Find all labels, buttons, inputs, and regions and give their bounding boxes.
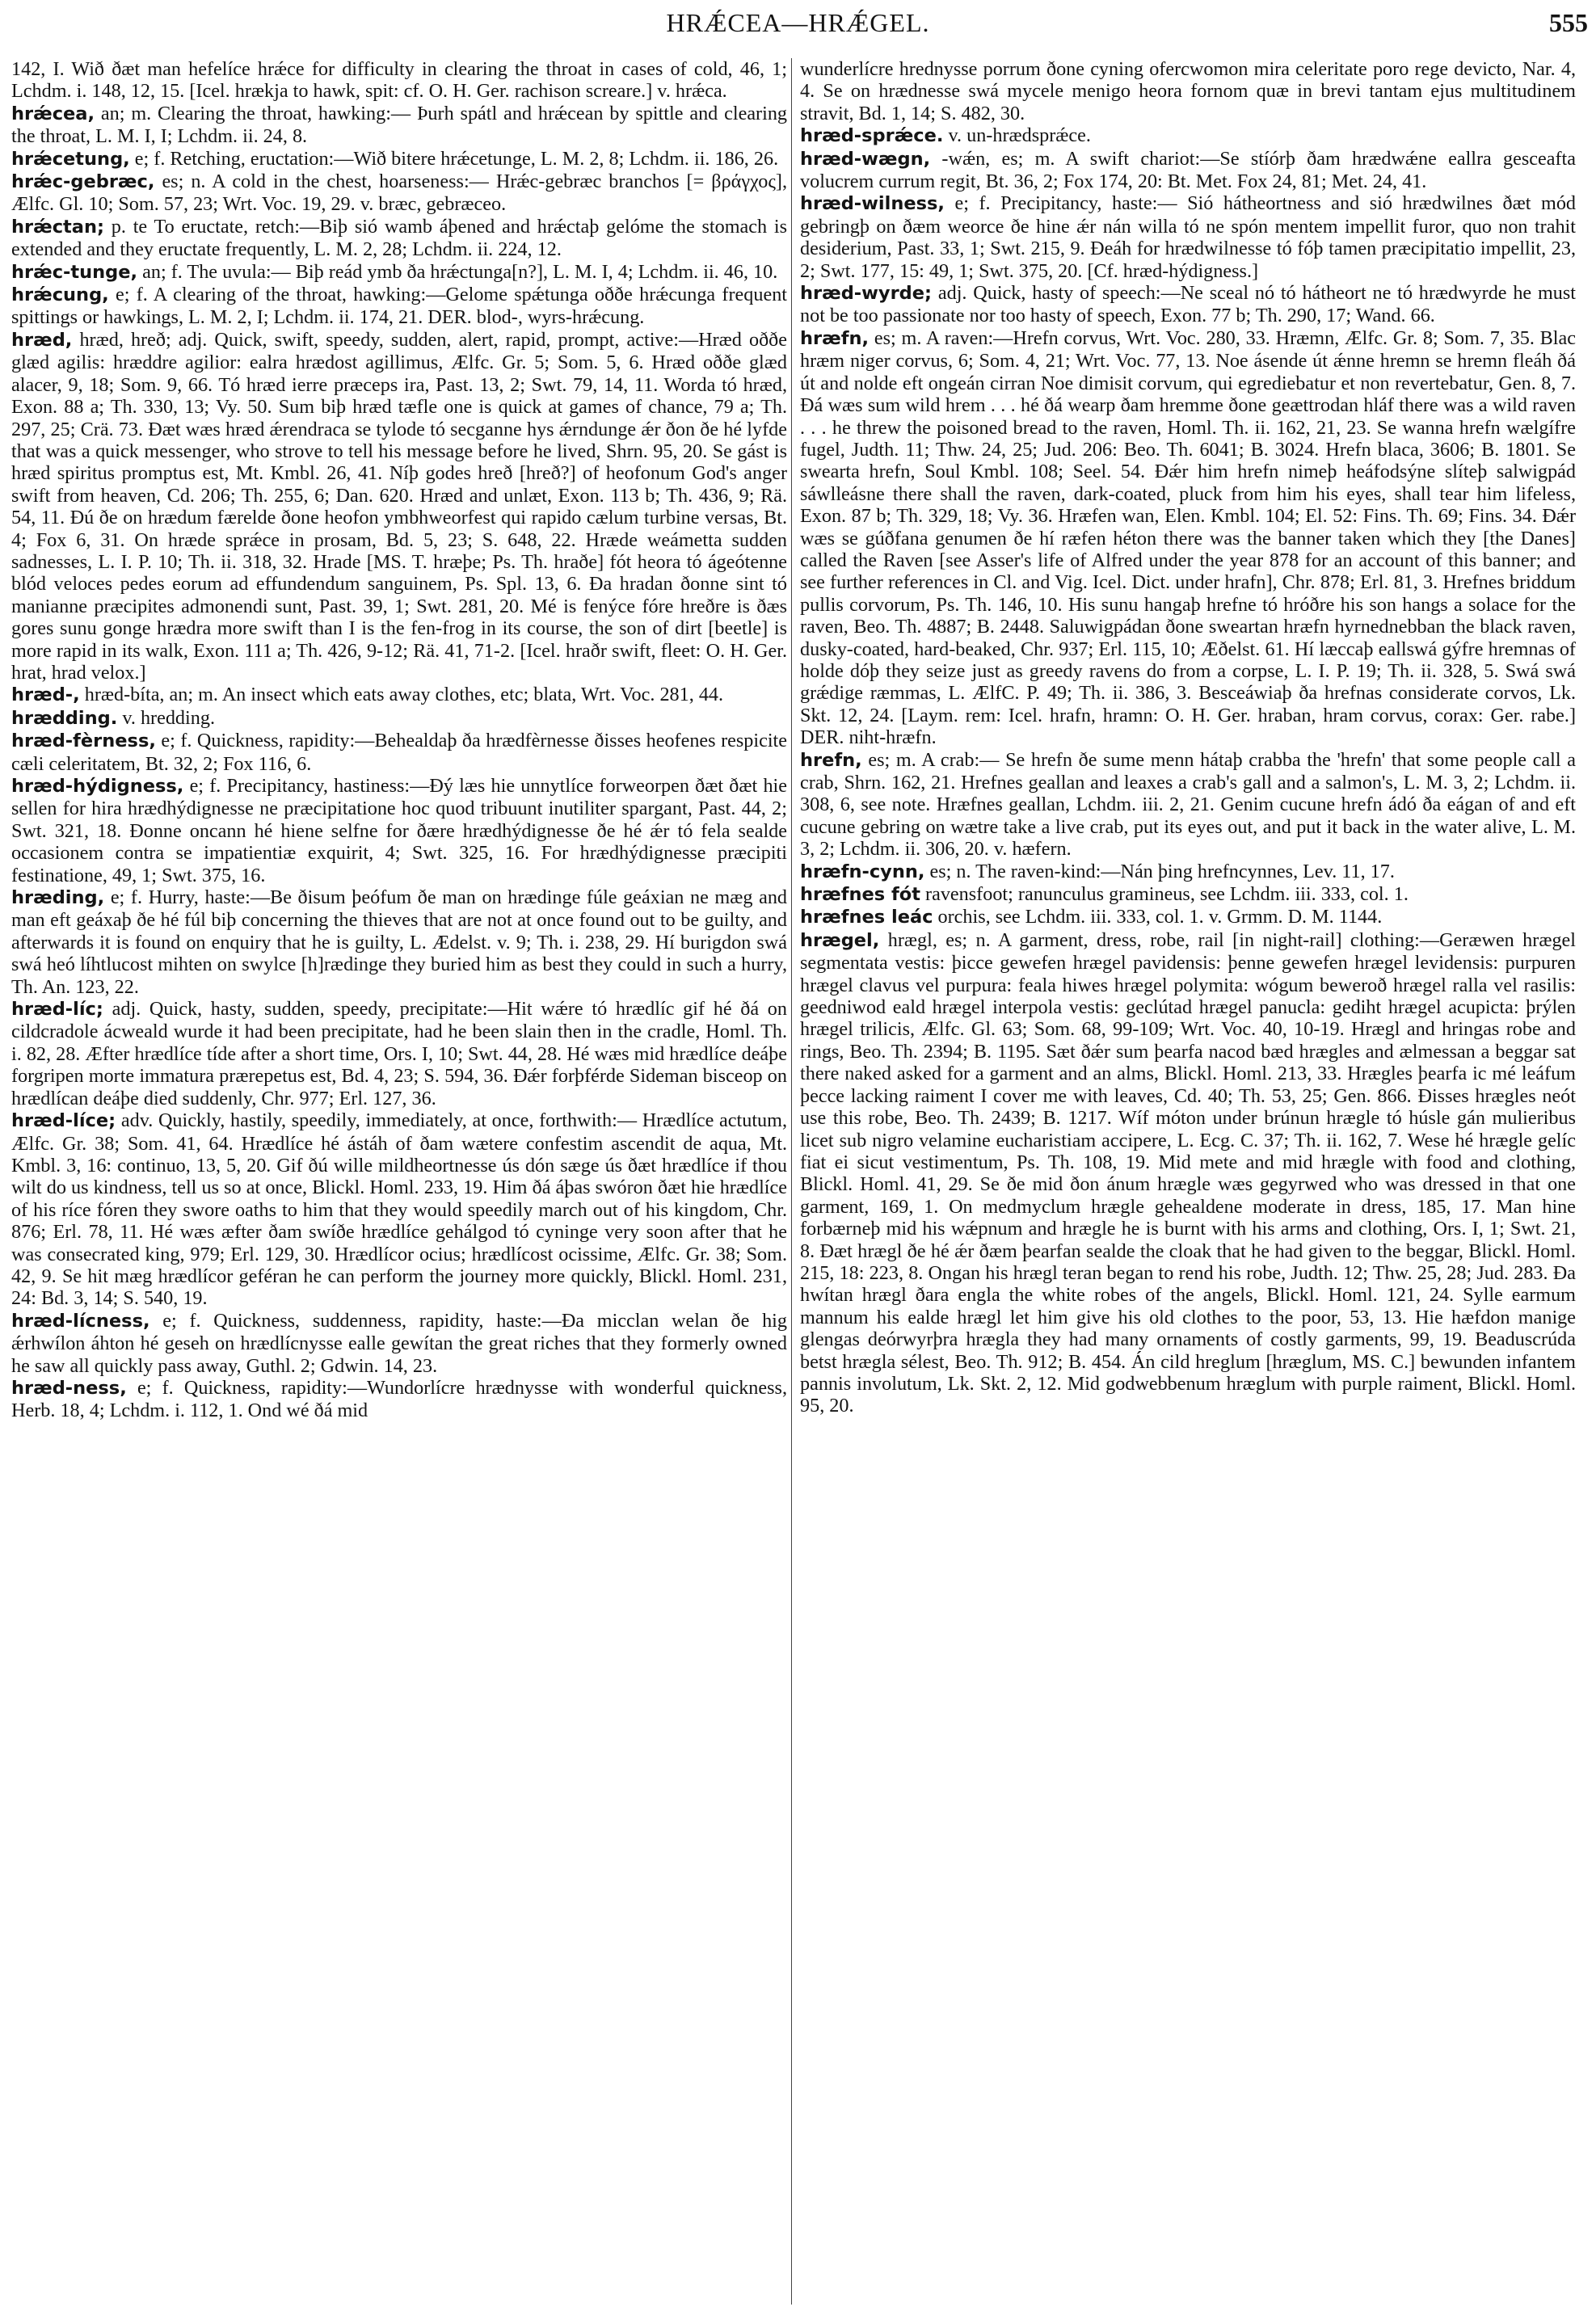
- entry-text: es; n. A cold in the chest, hoarseness:— Hrǽc-gebræc branchos [= βράγχος], Ælfc. Gl. 10; Som. 57, 23; Wrt. Voc. 19, 29. v. bræc, gebræceo.: [11, 170, 787, 216]
- entry-text: es; n. The raven-kind:—Nán þing hrefncynnes, Lev. 11, 17.: [929, 860, 1395, 882]
- entry-text: orchis, see Lchdm. iii. 333, col. 1. v. Grmm. D. M. 1144.: [937, 906, 1383, 928]
- dictionary-entry: [800, 906, 1576, 928]
- dictionary-entry: [11, 730, 787, 775]
- dictionary-entry: [11, 261, 787, 284]
- entry-headword: hrǽctan;: [11, 216, 104, 238]
- entry-headword: hrefn,: [800, 749, 862, 771]
- entry-text: p. te To eructate, retch:—Biþ sió wamb áþened and hrǽctaþ gelóme the stomach is extended and they eructate frequently, L. M. 2, 28; Lchdm. ii. 224, 12.: [11, 215, 787, 261]
- entry-headword: hræd-,: [11, 684, 80, 706]
- dictionary-entry: [11, 707, 787, 730]
- entry-text: e; f. Quickness, rapidity:—Behealdaþ ða hrædfèrnesse ðisses heofenes respicite cæli celeritatem, Bt. 32, 2; Fox 116, 6.: [11, 730, 787, 775]
- entry-headword: hræd-wægn,: [800, 148, 931, 170]
- entry-headword: hrædding.: [11, 707, 118, 729]
- left-column: [11, 58, 787, 2305]
- entry-text: es; m. A crab:— Se hrefn ðe sume menn hátaþ crabba the 'hrefn' that some people call a crab, Shrn. 162, 21. Hrefnes geallan and leaxes a crab's gall and a salmon's, L. M. 3, 2; Lchdm. ii. 308, 6, see note. Hræfnes geallan, Lchdm. iii. 2, 21. Genim cucune hrefn ádó ða eágan of and eft cucune gebring on wætre take a live crab, put its eyes out, and put it back in the water alive, L. M. 3, 2; Lchdm. ii. 306, 20. v. hæfern.: [800, 748, 1576, 861]
- page-header: [0, 8, 1596, 40]
- dictionary-entry: [800, 861, 1576, 883]
- dictionary-entry: [11, 1377, 787, 1422]
- dictionary-entry: [800, 749, 1576, 861]
- dictionary-entry: [11, 58, 787, 103]
- entry-text: adj. Quick, hasty, sudden, speedy, precipitate:—Hit wǽre tó hrædlíc gif hé ðá on cildcradole ácweald wurde it had been precipitate, had he been slain then in the cradle, Homl. Th. i. 82, 28. Æfter hrædlíce tíde after a short time, Ors. I, 10; Swt. 44, 28. Hé wæs mid hrædlíce deáþe forgripen morte immatura prærepetus est, Bd. 4, 23; S. 594, 36. Ðǽr forþférde Sideman bisceop on hrædlícan deáþe died suddenly, Chr. 977; Erl. 127, 36.: [11, 998, 787, 1109]
- dictionary-entry: [800, 148, 1576, 193]
- dictionary-entry: [11, 1109, 787, 1310]
- page-number: 555: [1549, 8, 1588, 37]
- entry-headword: hræd,: [11, 329, 73, 351]
- entry-headword: hræd-wilness,: [800, 193, 945, 215]
- dictionary-entry: [11, 1310, 787, 1377]
- dictionary-entry: [11, 103, 787, 148]
- entry-text: ravensfoot; ranunculus gramineus, see Lchdm. iii. 333, col. 1.: [925, 883, 1409, 906]
- entry-headword: hræd-hýdigness,: [11, 776, 184, 797]
- entry-headword: hrǽcea,: [11, 103, 95, 124]
- entry-text: hræd-bíta, an; m. An insect which eats away clothes, etc; blata, Wrt. Voc. 281, 44.: [84, 684, 724, 706]
- entry-text: hræd, hreð; adj. Quick, swift, speedy, sudden, alert, rapid, prompt, active:—Hræd oððe glæd agilis: hræddre agilior: ealra hrædost agillimus, Ælfc. Gr. 5; Som. 5, 6. Hræd oððe glæd alacer, 9, 18; Som. 9, 66. Tó hræd ierre præceps ira, Past. 13, 2; Swt. 79, 14, 11. Worda tó hræd, Exon. 88 a; Th. 330, 13; Vy. 50. Sum biþ hræd tæfle one is quick at games of chance, 79 a; Th. 297, 25; Crä. 73. Ðæt wæs hræd ǽrendraca se tylode tó secganne hys ǽrndunge ǽr ðon ðe hé lyfde that was a quick messenger, who strove to tell his message before he lived, Shrn. 95, 20. Se gást is hræd spiritus promptus est, Mt. Kmbl. 26, 41. Níþ godes hreð [hreð?] of heofonum God's anger swift from heaven, Cd. 206; Th. 255, 6; Dan. 620. Hræd and unlæt, Exon. 113 b; Th. 436, 9; Rä. 54, 11. Ðú ðe on hrædum færelde ðone heofon ymbhweorfest qui rapido cælum turbine versas, Bt. 4; Fox 6, 31. On hræde sprǽce in prosam, Bd. 5, 23; S. 648, 22. Hræde weámetta sudden sadnesses, L. I. P. 10; Th. ii. 318, 32. Hrade [MS. T. hræþe; Ps. Th. hraðe] fót heora tó ágeótenne blód veloces pedes eorum ad effundendum sanguinem, Ps. Spl. 13, 6. Ða hradan ðonne sint tó manianne præcipites admonendi sunt, Past. 39, 1; Swt. 281, 20. Mé is fenýce fóre hreðre is ðæs gores sunu gonge hrædra more swift than I is the fen-frog in its course, the son of dirt [beetle] is more rapid in its walk, Exon. 111 a; Th. 426, 9-12; Rä. 41, 71-2. [Icel. hraðr swift, fleet: O. H. Ger. hrat, hrad velox.]: [11, 328, 787, 684]
- entry-text: wunderlícre hrednysse porrum ðone cyning ofercwomon mira celeritate poro rege devicto, Nar. 4, 4. Se on hrædnesse swá mycele menigo heora fornom quæ in brevi tantam ejus multitudinem stravit, Bd. 1, 14; S. 482, 30.: [800, 58, 1576, 124]
- entry-text: v. un-hrædsprǽce.: [948, 124, 1091, 147]
- entry-headword: hræd-ness,: [11, 1377, 127, 1399]
- dictionary-entry: [11, 775, 787, 886]
- entry-headword: hræd-wyrde;: [800, 283, 933, 305]
- entry-text: e; f. Hurry, haste:—Be ðisum þeófum ðe man on hrædinge fúle geáxian ne mæg and man eft geáxaþ ðe hé fúl biþ concerning the thieves that are not at once found out to be guilty, and afterwards it is found on enquiry that he is guilty, L. Ædelst. v. 9; Th. i. 238, 29. Hí burigdon swá swá heó líhtlucost mihten on swylce [h]rædinge they buried him as best they could in such a hurry, Th. An. 123, 22.: [11, 886, 787, 998]
- dictionary-entry: [800, 883, 1576, 906]
- entry-headword: hrægel,: [800, 929, 880, 951]
- dictionary-entry: [800, 327, 1576, 749]
- entry-headword: hræd-líc;: [11, 999, 103, 1021]
- entry-text: es; m. A raven:—Hrefn corvus, Wrt. Voc. 280, 33. Hræmn, Ælfc. Gr. 8; Som. 7, 35. Blac hræm niger corvus, 6; Som. 4, 21; Wrt. Voc. 77, 13. Noe ásende út ǽnne hremn se hremn fleáh ðá út and nolde eft ongeán cirran Noe dimisit corvum, qui egrediebatur et non revertebatur, Gen. 8, 7. Ðá wæs sum wild hrem . . . hé ðá wearp ðam hremme ðone geættrodan hláf there was a wild raven . . . he threw the poisoned bread to the raven, Homl. Th. ii. 162, 21, 23. Se wanna hrefn wælgífre fugel, Judth. 11; Thw. 24, 25; Jud. 206: Beo. Th. 6041; B. 3024. Hrefn blaca, 3606; B. 1801. Se swearta hrefn, Soul Kmbl. 108; Seel. 54. Ðǽr him hrefn nimeþ heáfodsýne slíteþ salwigpád sáwlleásne there shall the raven, dark-coated, pluck from him his eyes, shall tear him lifeless, Exon. 87 b; Th. 329, 18; Vy. 36. Hræfen wan, Elen. Kmbl. 104; El. 52: Fins. Th. 69; Fins. 34. Ðǽr wæs se gúðfana genumen ðe hí ræfen héton there was the banner taken which they [the Danes] called the Raven [see Asser's life of Alfred under the year 878 for an account of this banner; and see further references in Cl. and Vig. Icel. Dict. under hrafn], Chr. 878; Erl. 81, 3. Hrefnes briddum pullis corvorum, Ps. Th. 146, 10. His sunu hangaþ hrefne tó hróðre his son hangs a solace for the raven, Beo. Th. 4887; B. 2448. Saluwigpádan ðone sweartan hræfn hyrnednebban the black raven, dusky-coated, hard-beaked, Chr. 937; Erl. 115, 10; Æðelst. 61. Hí læccaþ eallswá gýfre hremnas of holde dóþ they seize just as greedy ravens do from a corpse, L. I. P. 19; Th. ii. 328, 5. Swá swá grǽdige ræmmas, L. ÆlfC. P. 49; Th. ii. 386, 3. Besceáwiaþ ða hrefnas considerate corvos, Lk. Skt. 12, 24. [Laym. rem: Icel. hrafn, hramn: O. H. Ger. hraban, hram corvus, corax: Ger. rabe.] DER. niht-hræfn.: [800, 326, 1576, 749]
- entry-text: adj. Quick, hasty of speech:—Ne sceal nó tó hátheort ne tó hrædwyrde he must not be too passionate nor too hasty of speech, Exon. 77 b; Th. 290, 17; Wand. 66.: [800, 282, 1576, 327]
- dictionary-entry: [800, 282, 1576, 327]
- entry-text: hrægl, es; n. A garment, dress, robe, rail [in night-rail] clothing:—Geræwen hrægel segmentata vestis: þicce gewefen hrægel pavidensis: þenne gewefen hrægel levidensis: purpuren hrægel clavus vel purpura: feala hiwes hrægel polymita: wógum beweroð hrægel ralla vel rasilis: geedniwod eald hrægel interpola vestis: geclútad hrægel panucla: gediht hrægel acupicta: þrýlen hrægel trilicis, Ælfc. Gl. 63; Som. 68, 99-109; Wrt. Voc. 40, 10-19. Hrægl and hringas robe and rings, Beo. Th. 2394; B. 1195. Sæt ðǽr sum þearfa nacod bæd hrægles and ælmessan a beggar sat there naked asked for a garment and an alms, Blickl. Homl. 213, 33. Hrægles þearfa ic mé leáfum þecce lacking raiment I cover me with leaves, Cd. 40; Th. 53, 25; Gen. 866. Ðisses hrægles neót use this robe, Beo. Th. 2439; B. 1217. Wíf móton under brúnun hrægle tó húsle gán mulieribus licet sub nigro velamine eucharistiam accipere, L. Ecg. C. 37; Th. ii. 162, 7. Wese hé hrægle gelíc fiat ei sicut vestimentum, Ps. Th. 108, 19. Mid mete and mid hrægle with food and clothing, Blickl. Homl. 41, 29. Se ðe mid ðon ánum hrægle wæs gegyrwed who was dressed in that one garment, 169, 1. On medmyclum hrægle gehealdene moderate in dress, 185, 17. Man hine forbærneþ mid his wǽpnum and hrægle he is burnt with his arms and clothing, Ors. I, 1; Swt. 21, 8. Ðæt hrægl ðe hé ǽr ðæm þearfan sealde the cloak that he had given to the beggar, Blickl. Homl. 215, 18: 223, 8. Ongan his hrægl teran began to rend his robe, Judth. 12; Thw. 25, 28; Jud. 283. Ða hwítan hrægl ðara engla the white robes of the angels, Blickl. Homl. 121, 24. Sylle earmum mannum his ealde hrægl let him give his old clothes to the poor, 53, 13. Hie hæfdon manige glengas deórwyrþra hrægla they had many ornaments of costly garments, 99, 19. Beaduscrúda betst hrægla sélest, Beo. Th. 912; B. 454. Án cild hreglum [hræglum, MS. C.] bewunden infantem pannis involutum, Lk. Skt. 2, 12. Mid godwebbenum hræglum with purple raiment, Blickl. Homl. 95, 20.: [800, 928, 1576, 1417]
- entry-headword: hrǽcung,: [11, 284, 109, 306]
- entry-headword: hrǽc-gebræc,: [11, 171, 155, 193]
- entry-headword: hræd-lícness,: [11, 1310, 150, 1332]
- entry-headword: hræding,: [11, 887, 105, 909]
- dictionary-entry: [11, 284, 787, 329]
- column-divider: [791, 58, 792, 2305]
- entry-text: an; m. Clearing the throat, hawking:— Þurh spátl and hrǽcean by spittle and clearing the throat, L. M. I, I; Lchdm. ii. 24, 8.: [11, 102, 787, 148]
- entry-text: e; f. Retching, eructation:—Wið bitere hrǽcetunge, L. M. 2, 8; Lchdm. ii. 186, 26.: [134, 147, 779, 170]
- right-column: [800, 58, 1576, 2305]
- entry-headword: hræfn-cynn,: [800, 861, 925, 882]
- dictionary-entry: [800, 929, 1576, 1417]
- entry-text: 142, I. Wið ðæt man hefelíce hrǽce for difficulty in clearing the throat in cases of cold, 46, 1; Lchdm. i. 148, 12, 15. [Icel. hrækja to hawk, spit: cf. O. H. Ger. rachison screare.] v. hrǽca.: [11, 58, 787, 103]
- entry-text: e; f. Precipitancy, hastiness:—Ðý læs hie unnytlíce forweorpen ðæt ðæt hie sellen for hira hrædhýdignesse ne præcipitatione hoc quod tribuunt inutiliter spargant, Past. 44, 2; Swt. 321, 18. Ðonne oncann hé hiene selfne for ðære hrædhýdignesse ðe hé ǽr tó fela sealde occasionem contra se impatientiæ exquirit, 4; Swt. 325, 16. For hrædhýdignesse præcipiti festinatione, 49, 1; Swt. 375, 16.: [11, 775, 787, 886]
- entry-text: e; f. Quickness, suddenness, rapidity, haste:—Ða micclan welan ðe hig ǽrhwílon áhton hé geseh on hrædlícnysse ealle gewítan the great riches that they formerly owned he saw all quickly pass away, Guthl. 2; Gdwin. 14, 23.: [11, 1309, 787, 1377]
- entry-headword: hrǽcetung,: [11, 148, 130, 170]
- dictionary-entry: [11, 998, 787, 1109]
- entry-headword: hræd-sprǽce.: [800, 125, 944, 147]
- entry-text: adv. Quickly, hastily, speedily, immediately, at once, forthwith:— Hrædlíce actutum, Ælfc. Gr. 38; Som. 41, 64. Hrædlíce hé ástáh of ðam wætere confestim ascendit de aqua, Mt. Kmbl. 3, 16: continuo, 13, 5, 20. Gif ðú wille mildheortnesse ús dón sæge ús ðæt hrædlíce if thou wilt do us kindness, tell us so at once, Blickl. Homl. 233, 19. Him ðá áþas swóron ðæt hie hrædlíce of his ríce fóren they swore oaths to him that they would speedily march out of his kingdom, Chr. 876; Erl. 78, 11. Hé wæs æfter ðam swíðe hrædlíce gehálgod tó cyninge very soon after that he was consecrated king, 979; Erl. 129, 30. Hrædlícor ocius; hrædlícost ocissime, Ælfc. Gr. 38; Som. 42, 9. Se hit mæg hrædlícor geféran he can perform the journey more quickly, Blickl. Homl. 231, 24: Bd. 3, 14; S. 540, 19.: [11, 1109, 787, 1310]
- entry-headword: hræfnes leác: [800, 907, 933, 928]
- running-head: HRǼCEA—HRǼGEL.: [666, 8, 930, 37]
- entry-text: e; f. Precipitancy, haste:— Sió hátheortness and sió hrædwilnes ðæt mód gebringþ on ðæm weorce ðe hine ǽr nán willa tó ne spón mentem impellit furor, quo non trahit desiderium, Past. 33, 1; Swt. 215, 9. Ðeáh for hrædwilnesse tó fóþ tamen præcipitatio impellit, 23, 2; Swt. 177, 15: 49, 1; Swt. 375, 20. [Cf. hræd-hýdigness.]: [800, 192, 1576, 282]
- entry-text: v. hredding.: [122, 706, 215, 729]
- dictionary-entry: [800, 192, 1576, 282]
- entry-text: -wǽn, es; m. A swift chariot:—Se stíórþ ðam hrædwǽne eallra gesceafta volucrem currum regit, Bt. 36, 2; Fox 174, 20: Bt. Met. Fox 24, 81; Met. 24, 41.: [800, 147, 1576, 193]
- dictionary-entry: [11, 886, 787, 998]
- dictionary-entry: [11, 684, 787, 706]
- entry-headword: hræfn,: [800, 327, 870, 349]
- entry-headword: hrǽc-tunge,: [11, 261, 138, 283]
- dictionary-entry: [11, 148, 787, 170]
- entry-text: e; f. A clearing of the throat, hawking:—Gelome spǽtunga oððe hrǽcunga frequent spittings or hawkings, L. M. 2, I; Lchdm. ii. 174, 21. DER. blod-, wyrs-hrǽcung.: [11, 284, 787, 329]
- entry-text: an; f. The uvula:— Biþ reád ymb ða hrǽctunga[n?], L. M. I, 4; Lchdm. ii. 46, 10.: [142, 260, 778, 283]
- dictionary-entry: [11, 170, 787, 216]
- entry-headword: hræd-líce;: [11, 1110, 116, 1132]
- entry-headword: hræd-fèrness,: [11, 730, 156, 752]
- dictionary-entry: [11, 329, 787, 684]
- dictionary-entry: [800, 58, 1576, 124]
- dictionary-entry: [11, 216, 787, 261]
- dictionary-entry: [800, 124, 1576, 147]
- entry-headword: hræfnes fót: [800, 884, 920, 906]
- entry-text: e; f. Quickness, rapidity:—Wundorlícre hrædnysse with wonderful quickness, Herb. 18, 4; Lchdm. i. 112, 1. Ond wé ðá mid: [11, 1376, 787, 1422]
